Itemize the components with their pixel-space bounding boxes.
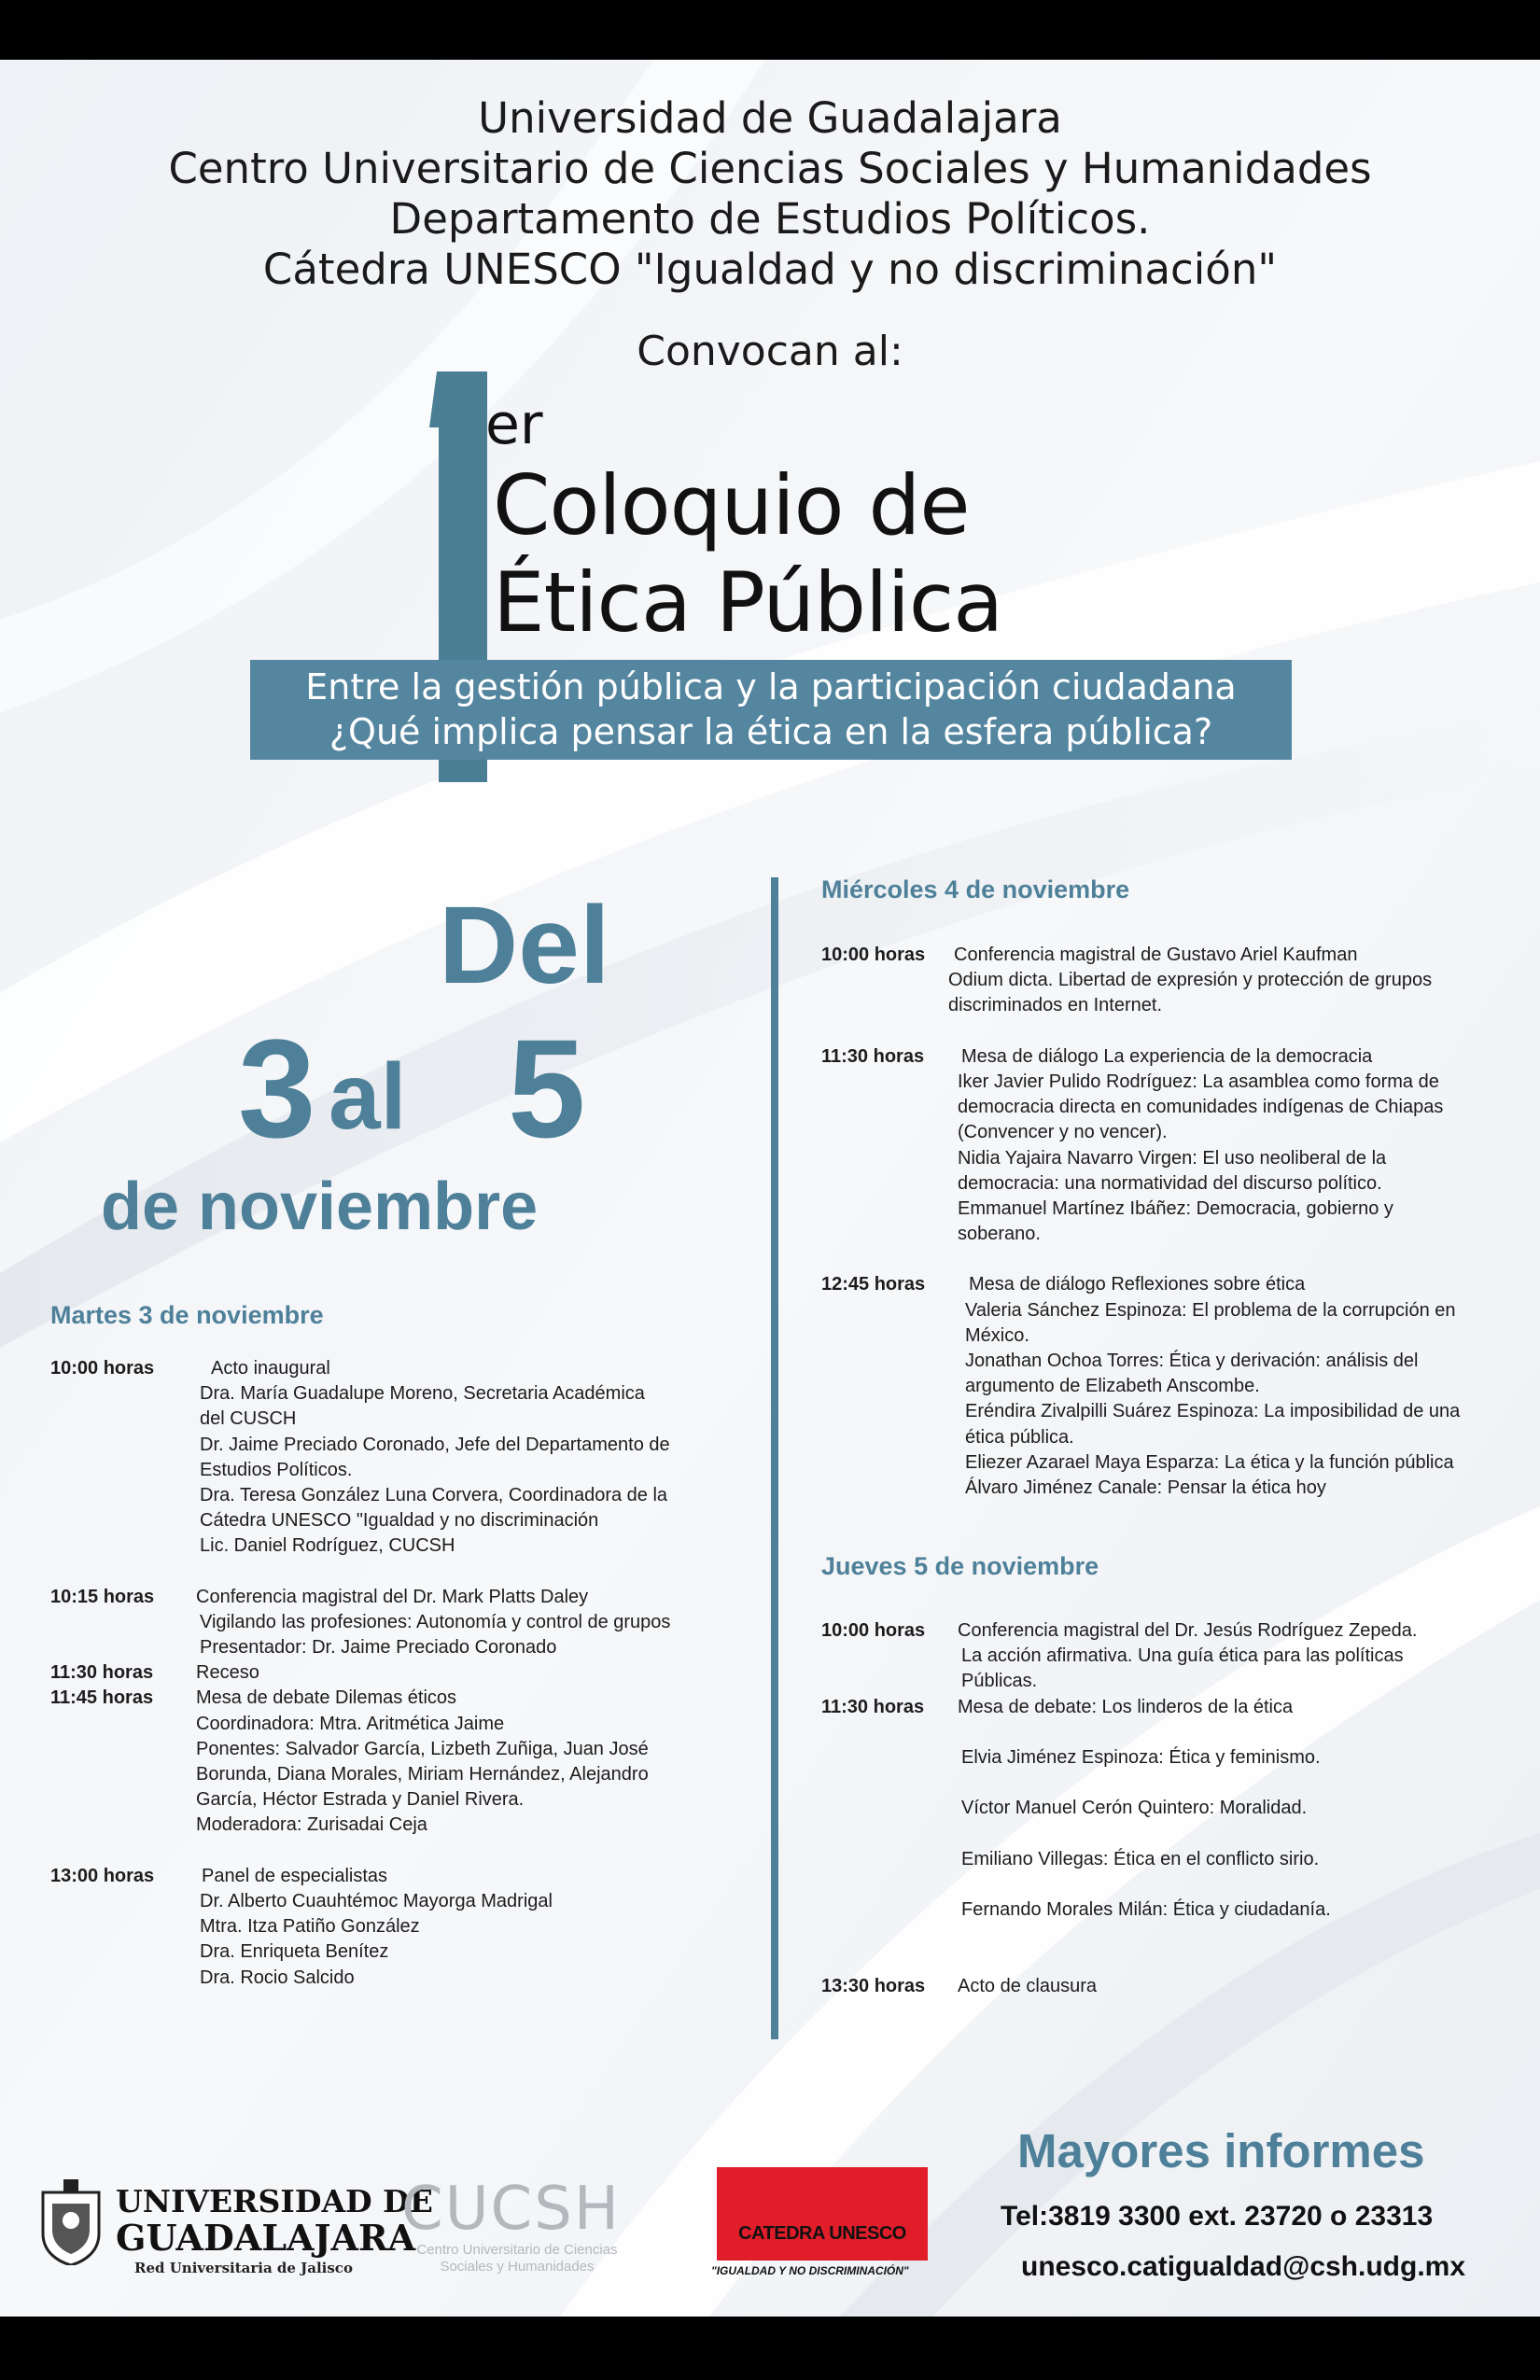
schedule-row [821,1923,1503,1948]
schedule-row [821,1897,1503,1923]
schedule-row [821,968,1503,993]
schedule-text: Borunda, Diana Morales, Miriam Hernández, Alejandro [196,1764,649,1785]
schedule-row [821,1720,1503,1745]
schedule-text: Fernando Morales Milán: Ética y ciudadanía. [961,1899,1331,1921]
header-line-catedra: Cátedra UNESCO "Igualdad y no discriminación" [262,245,1278,294]
schedule-text: Odium dicta. Libertad de expresión y protección de grupos [948,970,1433,991]
schedule-text: Víctor Manuel Cerón Quintero: Moralidad. [961,1798,1308,1819]
cucsh-title: CUCSH [401,2175,621,2244]
bottom-black-bar [0,2317,1540,2380]
schedule-row [821,1019,1503,1044]
schedule-time: 11:30 horas [821,1696,925,1717]
top-black-bar [0,0,1540,60]
schedule-time: 11:45 horas [50,1687,154,1709]
schedule-text: del CUSCH [200,1408,297,1430]
column-divider [771,877,778,2039]
header-line-university: Universidad de Guadalajara [478,93,1062,143]
unesco-logo [717,2167,928,2261]
schedule-text: Vigilando las profesiones: Autonomía y control de grupos [200,1611,671,1632]
schedule-row [50,1560,722,1585]
schedule-row [821,1974,1503,1999]
schedule-text: (Convencer y no vencer). [958,1122,1168,1143]
schedule-row [821,1644,1503,1669]
schedule-miercoles [821,943,1503,1501]
schedule-row [821,1771,1503,1796]
schedule-text: Dr. Alberto Cuauhtémoc Mayorga Madrigal [200,1890,553,1911]
schedule-row [821,1120,1503,1145]
schedule-row [50,1712,722,1737]
day-heading-miercoles: Miércoles 4 de noviembre [821,875,1130,903]
schedule-time: 10:15 horas [50,1586,155,1607]
schedule-text: argumento de Elizabeth Anscombe. [965,1376,1260,1397]
schedule-row [821,1872,1503,1897]
schedule-text: Conferencia magistral del Dr. Jesús Rodríguez Zepeda. [958,1620,1418,1641]
date-del: Del [439,884,610,1007]
schedule-text: La acción afirmativa. Una guía ética para las políticas [961,1645,1404,1667]
schedule-row [50,1635,722,1660]
schedule-row [821,1374,1503,1399]
schedule-row [50,1813,722,1838]
schedule-row [50,1762,722,1787]
schedule-text: Acto de clausura [958,1975,1097,1996]
header-line-center: Centro Universitario de Ciencias Sociales y Humanidades [168,144,1372,193]
schedule-row [821,1425,1503,1450]
schedule-text: Cátedra UNESCO "Igualdad y no discriminación [200,1510,599,1532]
schedule-text: Iker Javier Pulido Rodríguez: La asamblea como forma de [958,1071,1439,1092]
schedule-time: 13:00 horas [50,1865,155,1886]
day-heading-martes: Martes 3 de noviembre [50,1301,324,1329]
schedule-row [821,993,1503,1018]
schedule-row [50,1458,722,1483]
schedule-text: Coordinadora: Mtra. Aritmética Jaime [196,1713,505,1734]
schedule-row [50,1610,722,1635]
unesco-subtitle: "IGUALDAD Y NO DISCRIMINACIÓN" [711,2264,909,2277]
schedule-row [821,1146,1503,1171]
schedule-text: Mesa de debate Dilemas éticos [196,1687,457,1709]
schedule-text: Dra. Teresa González Luna Corvera, Coordinadora de la [200,1484,668,1505]
schedule-row [50,1864,722,1889]
schedule-row [821,943,1503,968]
schedule-row [50,1839,722,1864]
schedule-row [821,1822,1503,1847]
schedule-row [821,1349,1503,1374]
schedule-row [821,1796,1503,1821]
schedule-text: Mesa de diálogo Reflexiones sobre ética [969,1274,1306,1295]
schedule-text: Acto inaugural [211,1358,330,1379]
schedule-row [821,1948,1503,1973]
schedule-text: Eréndira Zivalpilli Suárez Espinoza: La imposibilidad de una [965,1401,1461,1422]
schedule-row [50,1889,722,1914]
schedule-text: Dr. Jaime Preciado Coronado, Jefe del Departamento de [200,1434,670,1455]
schedule-row [50,1533,722,1559]
schedule-text: Moderadora: Zurisadai Ceja [196,1814,427,1836]
subtitle-line-2: ¿Qué implica pensar la ética en la esfera pública? [329,711,1213,752]
schedule-row [50,1686,722,1711]
schedule-row [821,1476,1503,1501]
date-month: de noviembre [101,1169,539,1244]
day-heading-jueves: Jueves 5 de noviembre [821,1552,1099,1580]
schedule-row [821,1298,1503,1323]
schedule-time: 12:45 horas [821,1274,926,1295]
title-line-coloquio: Coloquio de [493,457,970,553]
schedule-text: Conferencia magistral del Dr. Mark Platts Daley [196,1586,589,1607]
schedule-text: Dra. Rocio Salcido [200,1967,355,1988]
schedule-text: Mesa de debate: Los linderos de la ética [958,1696,1294,1717]
schedule-row [821,1044,1503,1070]
schedule-row [821,1847,1503,1872]
schedule-text: Jonathan Ochoa Torres: Ética y derivación: análisis del [965,1351,1419,1371]
unesco-title: CATEDRA UNESCO [738,2223,906,2244]
schedule-row [50,1407,722,1432]
date-start-day: 3 [238,1010,316,1167]
schedule-text: Presentador: Dr. Jaime Preciado Coronado [200,1637,557,1659]
schedule-row [50,1914,722,1939]
udg-crest-icon [37,2179,105,2265]
schedule-text: Elvia Jiménez Espinoza: Ética y feminismo. [961,1746,1321,1768]
info-phone: Tel:3819 3300 ext. 23720 o 23313 [1001,2201,1434,2232]
convocan-text: Convocan al: [637,328,903,375]
schedule-row [821,1745,1503,1771]
schedule-row [50,1381,722,1407]
schedule-time: 13:30 horas [821,1975,926,1996]
schedule-row [50,1508,722,1533]
schedule-text: García, Héctor Estrada y Daniel Rivera. [196,1789,525,1811]
schedule-text: Conferencia magistral de Gustavo Ariel Kaufman [954,945,1358,965]
schedule-time: 11:30 horas [821,1045,925,1067]
schedule-row [50,1787,722,1813]
schedule-row [821,1618,1503,1644]
schedule-text: soberano. [958,1224,1041,1245]
schedule-text: Emiliano Villegas: Ética en el conflicto sirio. [961,1848,1320,1869]
schedule-text: Estudios Políticos. [200,1459,353,1480]
header-line-department: Departamento de Estudios Políticos. [389,194,1151,244]
schedule-text: ética pública. [965,1426,1074,1448]
udg-name-line1: UNIVERSIDAD DE [116,2183,433,2219]
schedule-row [50,1585,722,1610]
schedule-text: Dra. Enriqueta Benítez [200,1941,389,1963]
schedule-row [821,1399,1503,1424]
schedule-row [821,1171,1503,1197]
schedule-text: Valeria Sánchez Espinoza: El problema de la corrupción en [965,1299,1456,1321]
ordinal-er: er [485,392,543,457]
date-end-day: 5 [508,1010,586,1167]
schedule-jueves [821,1618,1503,1999]
schedule-row [50,1433,722,1458]
schedule-row [821,1323,1503,1349]
schedule-row [821,1070,1503,1095]
schedule-row [50,1939,722,1965]
date-al: al [329,1044,407,1149]
info-email: unesco.catigualdad@csh.udg.mx [1021,2251,1466,2282]
schedule-text: Panel de especialistas [202,1865,388,1886]
schedule-row [50,1483,722,1508]
schedule-martes [50,1356,722,1991]
schedule-text: democracia: una normatividad del discurso político. [958,1172,1382,1194]
schedule-row [821,1197,1503,1222]
schedule-text: Lic. Daniel Rodríguez, CUCSH [200,1535,455,1557]
schedule-text: Álvaro Jiménez Canale: Pensar la ética hoy [965,1477,1326,1498]
schedule-text: Públicas. [961,1671,1038,1692]
schedule-text: Emmanuel Martínez Ibáñez: Democracia, gobierno y [958,1197,1393,1219]
schedule-row [821,1272,1503,1297]
info-heading: Mayores informes [1017,2124,1425,2177]
cucsh-subtitle-2: Sociales y Humanidades [440,2259,595,2275]
schedule-time: 10:00 horas [821,1620,926,1641]
schedule-text: Dra. María Guadalupe Moreno, Secretaria Académica [200,1383,645,1405]
schedule-row [821,1247,1503,1272]
schedule-row [821,1095,1503,1120]
schedule-time: 10:00 horas [50,1358,155,1379]
schedule-text: Nidia Yajaira Navarro Virgen: El uso neoliberal de la [958,1147,1387,1169]
schedule-row [50,1660,722,1686]
schedule-row [821,1695,1503,1720]
schedule-row [50,1737,722,1762]
schedule-text: Ponentes: Salvador García, Lizbeth Zuñiga, Juan José [196,1738,649,1759]
title-line-etica: Ética Pública [493,554,1003,651]
schedule-text: Mtra. Itza Patiño González [200,1916,420,1938]
schedule-row [821,1450,1503,1476]
schedule-text: democracia directa en comunidades indígenas de Chiapas [958,1097,1444,1118]
cucsh-logo [401,2177,633,2275]
schedule-text: Receso [196,1662,259,1684]
schedule-text: México. [965,1324,1029,1346]
schedule-text: Mesa de diálogo La experiencia de la democracia [961,1045,1373,1067]
schedule-text: discriminados en Internet. [948,995,1163,1016]
subtitle-line-1: Entre la gestión pública y la participación ciudadana [305,666,1237,707]
schedule-time: 10:00 horas [821,945,926,965]
cucsh-subtitle-1: Centro Universitario de Ciencias [416,2242,618,2258]
schedule-row [50,1966,722,1991]
udg-name-line2: GUADALAJARA [116,2217,416,2259]
schedule-time: 11:30 horas [50,1662,154,1684]
schedule-row [821,1222,1503,1247]
udg-name-line3: Red Universitaria de Jalisco [134,2260,353,2276]
schedule-row [821,1669,1503,1694]
schedule-text: Eliezer Azarael Maya Esparza: La ética y la función pública [965,1451,1454,1473]
schedule-row [50,1356,722,1381]
